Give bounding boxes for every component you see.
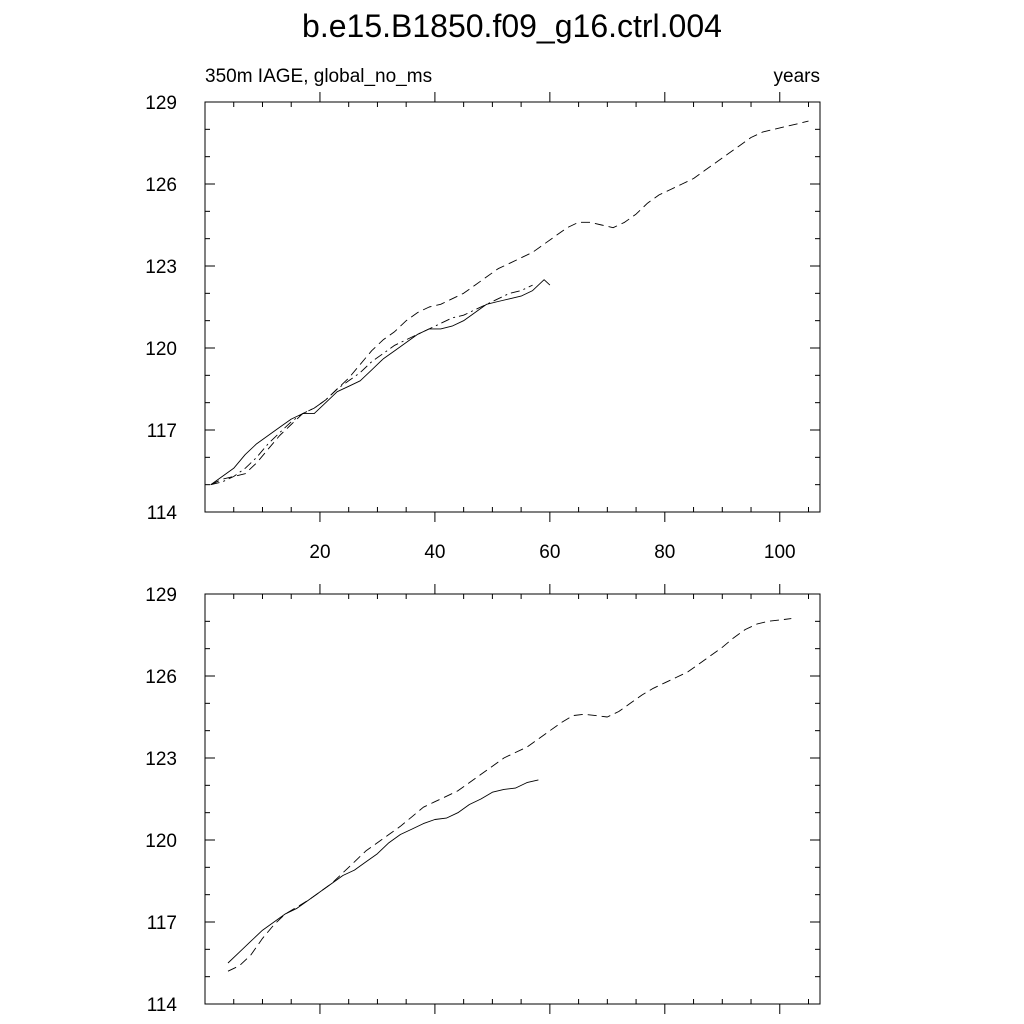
x-tick-label: 40 — [424, 542, 446, 563]
y-tick-label: 126 — [145, 175, 177, 196]
bottom-panel — [145, 584, 820, 1016]
y-tick-label: 117 — [146, 913, 177, 934]
bottom-panel-series — [228, 619, 791, 972]
x-tick-label: 20 — [309, 542, 331, 563]
y-tick-label: 129 — [145, 93, 177, 114]
y-tick-label: 114 — [146, 503, 177, 524]
x-tick-label: 60 — [539, 542, 561, 563]
x-tick-label: 100 — [763, 542, 796, 563]
y-tick-label: 117 — [146, 421, 177, 442]
y-tick-label: 114 — [146, 995, 177, 1016]
series-line-dashed — [228, 619, 791, 972]
y-tick-label: 126 — [145, 667, 177, 688]
bottom-panel-frame — [205, 594, 820, 1004]
y-tick-label: 123 — [145, 749, 177, 770]
y-tick-label: 120 — [145, 339, 177, 360]
y-tick-label: 120 — [145, 831, 177, 852]
top-panel-left-label: 350m IAGE, global_no_ms — [205, 66, 433, 87]
series-line-dashed — [211, 121, 809, 485]
top-panel-right-label: years — [773, 66, 820, 87]
series-line-dash-dot — [211, 285, 533, 485]
top-panel-frame — [205, 102, 820, 512]
top-panel-series — [211, 121, 809, 485]
top-panel-ticks — [145, 92, 820, 563]
y-tick-label: 129 — [145, 585, 177, 606]
x-tick-label: 80 — [654, 542, 676, 563]
figure-title: b.e15.B1850.f09_g16.ctrl.004 — [302, 8, 722, 44]
bottom-panel-ticks — [145, 584, 820, 1016]
top-panel — [145, 66, 820, 563]
y-tick-label: 123 — [145, 257, 177, 278]
series-line-solid — [211, 280, 550, 485]
series-line-solid — [228, 780, 538, 963]
